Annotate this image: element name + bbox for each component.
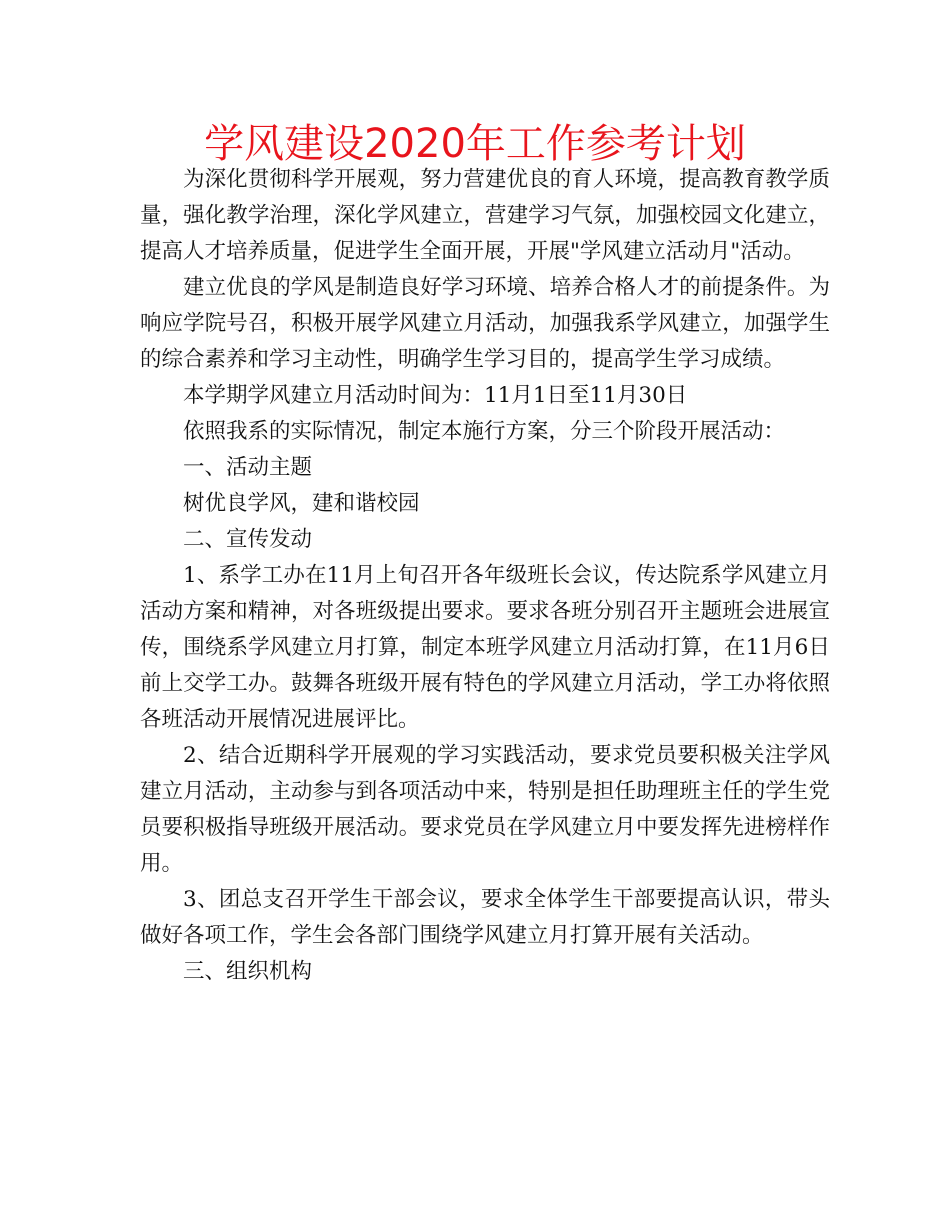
document-body (140, 162, 830, 990)
paragraph-theme: 树优良学风，建和谐校园 (183, 491, 420, 516)
section-heading-publicity: 二、宣传发动 (183, 527, 313, 552)
paragraph-item-3: 3、团总支召开学生干部会议，要求全体学生干部要提高认识，带头做好各项工作，学生会各部门围绕学风建立月打算开展有关活动。 (140, 887, 830, 948)
section-heading-organization: 三、组织机构 (183, 959, 313, 984)
document-title: 学风建设2020年工作参考计划 (204, 121, 746, 167)
paragraph-item-1: 1、系学工办在11月上旬召开各年级班长会议，传达院系学风建立月活动方案和精神，对各班级提出要求。要求各班分别召开主题班会进展宣传，围绕系学风建立月打算，制定本班学风建立月活动打算，在11月6日前上交学工办。鼓舞各班级开展有特色的学风建立月活动，学工办将依照各班活动开展情况进展评比。 (140, 563, 830, 732)
paragraph-intro: 为深化贯彻科学开展观，努力营建优良的育人环境，提高教育教学质量，强化教学治理，深化学风建立，营建学习气氛，加强校园文化建立，提高人才培养质量，促进学生全面开展，开展"学风建立活动月"活动。 (140, 167, 830, 264)
paragraph-item-2: 2、结合近期科学开展观的学习实践活动，要求党员要积极关注学风建立月活动，主动参与到各项活动中来，特别是担任助理班主任的学生党员要积极指导班级开展活动。要求党员在学风建立月中要发挥先进榜样作用。 (140, 743, 830, 876)
paragraph-time: 本学期学风建立月活动时间为：11月1日至11月30日 (183, 383, 688, 408)
section-heading-theme: 一、活动主题 (183, 455, 313, 480)
paragraph-purpose: 建立优良的学风是制造良好学习环境、培养合格人才的前提条件。为响应学院号召，积极开展学风建立月活动，加强我系学风建立，加强学生的综合素养和学习主动性，明确学生学习目的，提高学生学习成绩。 (140, 275, 830, 372)
paragraph-plan: 依照我系的实际情况，制定本施行方案，分三个阶段开展活动： (183, 419, 786, 444)
